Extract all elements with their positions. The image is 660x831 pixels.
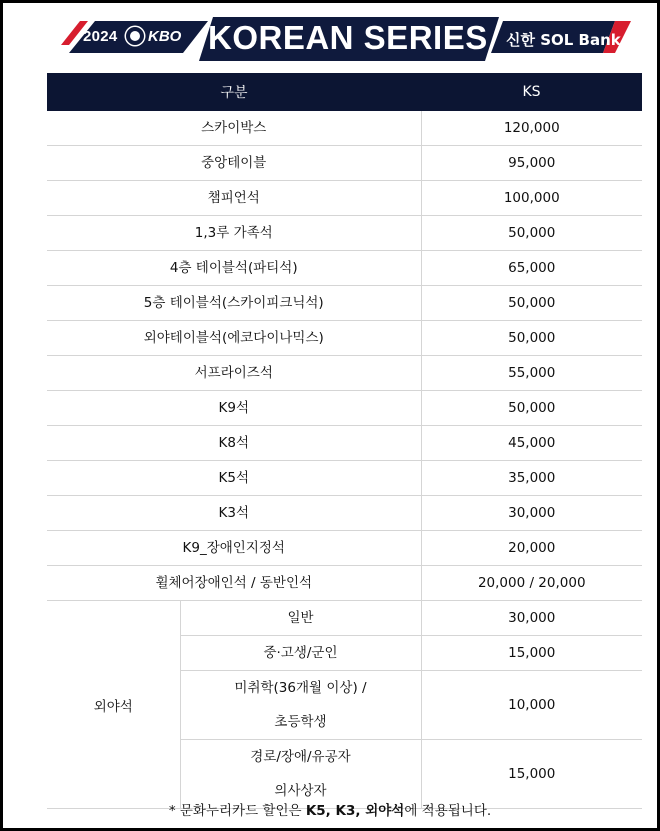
seat-name: K9_장애인지정석 <box>47 531 421 566</box>
table-row <box>47 391 642 426</box>
outfield-subcategory <box>180 671 421 740</box>
outfield-subcategory: 중·고생/군인 <box>180 636 421 671</box>
seat-name: 중앙테이블 <box>47 146 421 181</box>
seat-name: 챔피언석 <box>47 181 421 216</box>
outfield-group-label: 외야석 <box>47 601 180 809</box>
footnote-suffix: 에 적용됩니다. <box>404 803 492 819</box>
seat-name: 외야테이블석(에코다이나믹스) <box>47 321 421 356</box>
discount-footnote <box>3 799 657 819</box>
table-row <box>47 531 642 566</box>
seat-price: 30,000 <box>421 496 642 531</box>
table-row <box>47 181 642 216</box>
table-row <box>47 461 642 496</box>
seat-name: K8석 <box>47 426 421 461</box>
table-row <box>47 496 642 531</box>
seat-price: 50,000 <box>421 286 642 321</box>
seat-price: 100,000 <box>421 181 642 216</box>
seat-name: K5석 <box>47 461 421 496</box>
seat-price: 65,000 <box>421 251 642 286</box>
table-row <box>47 321 642 356</box>
seat-name: 1,3루 가족석 <box>47 216 421 251</box>
table-row <box>47 601 642 636</box>
year-label: 2024 <box>83 28 118 45</box>
seat-name: K3석 <box>47 496 421 531</box>
sponsor-label: 신한 SOL Bank <box>506 31 621 49</box>
ticket-price-table <box>47 73 642 809</box>
table-header-row <box>47 73 642 111</box>
table-row <box>47 146 642 181</box>
table-row <box>47 251 642 286</box>
seat-name: 휠체어장애인석 / 동반인석 <box>47 566 421 601</box>
table-row <box>47 566 642 601</box>
table-row <box>47 356 642 391</box>
table-row <box>47 216 642 251</box>
seat-name: 4층 테이블석(파티석) <box>47 251 421 286</box>
seat-price: 15,000 <box>421 636 642 671</box>
seat-price: 120,000 <box>421 111 642 146</box>
outfield-subcategory: 일반 <box>180 601 421 636</box>
series-title: KOREAN SERIES <box>208 19 488 56</box>
seat-price: 10,000 <box>421 671 642 740</box>
table-row <box>47 111 642 146</box>
seat-price: 20,000 / 20,000 <box>421 566 642 601</box>
seat-name: 서프라이즈석 <box>47 356 421 391</box>
seat-price: 45,000 <box>421 426 642 461</box>
korean-series-banner <box>3 3 657 65</box>
footnote-highlight: K5, K3, 외야석 <box>305 803 405 819</box>
seat-name: K9석 <box>47 391 421 426</box>
price-sheet <box>3 3 657 828</box>
subcategory-line-2: 초등학생 <box>274 714 327 730</box>
table-row <box>47 286 642 321</box>
seat-price: 50,000 <box>421 321 642 356</box>
seat-price: 30,000 <box>421 601 642 636</box>
header-price: KS <box>421 73 642 111</box>
seat-price: 50,000 <box>421 391 642 426</box>
subcategory-line-1: 미취학(36개월 이상) / <box>234 680 367 696</box>
kbo-logo-icon <box>126 27 144 45</box>
table-row <box>47 426 642 461</box>
seat-name: 스카이박스 <box>47 111 421 146</box>
seat-name: 5층 테이블석(스카이피크닉석) <box>47 286 421 321</box>
subcategory-line-1: 경로/장애/유공자 <box>250 749 351 765</box>
seat-price: 55,000 <box>421 356 642 391</box>
seat-price: 20,000 <box>421 531 642 566</box>
seat-price: 50,000 <box>421 216 642 251</box>
subcategory-line-2: 의사상자 <box>274 783 327 799</box>
footnote-prefix: * 문화누리카드 할인은 <box>168 803 306 819</box>
seat-price: 15,000 <box>421 740 642 809</box>
league-label: KBO <box>148 28 182 45</box>
header-category: 구분 <box>47 73 421 111</box>
seat-price: 35,000 <box>421 461 642 496</box>
seat-price: 95,000 <box>421 146 642 181</box>
